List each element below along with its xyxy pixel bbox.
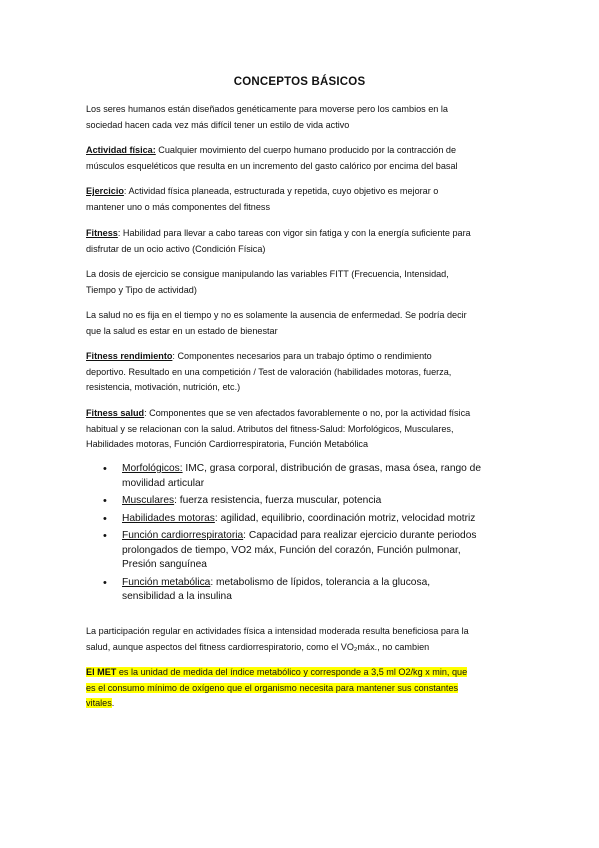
definition-term: Fitness rendimiento [86, 351, 173, 361]
text-line [86, 681, 526, 697]
sentence-period: . [111, 698, 115, 708]
bullet-icon: • [103, 512, 107, 525]
fitt-paragraph [86, 267, 516, 298]
fitness-salud-attributes-list [102, 462, 522, 605]
definition-text: : Actividad física planeada, estructurada y repetida, cuyo objetivo es mejorar o [123, 186, 439, 196]
intro-paragraph [86, 102, 516, 133]
list-text: : fuerza resistencia, fuerza muscular, potencia [174, 495, 382, 506]
text-line: sensibilidad a la insulina [122, 591, 232, 602]
text-line [122, 512, 522, 527]
bullet-icon: • [103, 576, 107, 589]
list-text: : metabolismo de lípidos, tolerancia a la glucosa, [210, 576, 431, 588]
list-item [102, 512, 522, 527]
text-line [86, 696, 526, 712]
definition-text: : Componentes que se ven afectados favorablemente o no, por la actividad física [144, 408, 471, 418]
list-term: Habilidades motoras [122, 512, 215, 524]
text-line [122, 576, 522, 591]
list-item [102, 462, 522, 491]
definition-text: Cualquier movimiento del cuerpo humano producido por la contracción de [155, 145, 457, 155]
met-term: El MET [86, 667, 117, 677]
definition-term: Fitness salud [86, 408, 145, 418]
highlighted-text: es el consumo mínimo de oxígeno que el organismo necesita para mantener sus constantes [86, 682, 459, 693]
text-line: mantener uno o más componentes del fitness [86, 201, 271, 212]
text-line: músculos esqueléticos que resulta en un incremento del gasto calórico por encima del basal [86, 160, 458, 171]
list-term: Función metabólica [122, 576, 211, 588]
bullet-icon: • [103, 530, 107, 542]
highlighted-text: vitales [86, 698, 112, 708]
text-line [122, 462, 522, 477]
list-term: Función cardiorrespiratoria [122, 530, 244, 541]
met-highlighted-paragraph [86, 665, 526, 712]
text-line: Presión sanguínea [122, 559, 207, 570]
text-line: La participación regular en actividades física a intensidad moderada resulta beneficiosa para la [86, 626, 469, 636]
met-text: es la unidad de medida del índice metabólico y corresponde a 3,5 ml O2/kg x min, que [116, 667, 468, 677]
bullet-icon: • [103, 463, 107, 475]
text-line [86, 184, 516, 200]
text-line: habitual y se relacionan con la salud. Atributos del fitness-Salud: Morfológicos, Musculares, [86, 423, 454, 434]
definition-text: : Componentes necesarios para un trabajo óptimo o rendimiento [172, 351, 432, 361]
text-line [86, 226, 516, 242]
text-line [86, 349, 516, 365]
text-line [86, 665, 526, 681]
text-line: deportivo. Resultado en una competición / Test de valoración (habilidades motoras, fuerza, [86, 366, 452, 377]
text-line [122, 494, 522, 509]
definition-term: Actividad física: [86, 145, 156, 155]
participacion-paragraph [86, 624, 526, 655]
definition-term: Fitness [86, 228, 118, 238]
text-line: disfrutar de un ocio activo (Condición Física) [86, 243, 266, 254]
text-line [86, 406, 516, 422]
text-line: Habilidades motoras, Función Cardiorrespiratoria, Función Metabólica [86, 439, 369, 449]
text-line: resistencia, motivación, nutrición, etc.) [86, 382, 241, 392]
highlighted-text [86, 667, 467, 677]
text-line: movilidad articular [122, 477, 205, 489]
definition-term: Ejercicio [86, 186, 124, 196]
page-title: CONCEPTOS BÁSICOS [233, 76, 366, 88]
text-line: sociedad hacen cada vez más difícil tener un estilo de vida activo [86, 119, 350, 130]
list-item [102, 494, 522, 509]
list-term: Musculares [122, 495, 175, 506]
text-line: La dosis de ejercicio se consigue manipulando las variables FITT (Frecuencia, Intensidad, [86, 269, 449, 279]
salud-paragraph [86, 308, 516, 339]
bullet-icon: • [103, 495, 107, 507]
text-line [86, 143, 516, 159]
text-line: prolongados de tiempo, VO2 máx, Función del corazón, Función pulmonar, [122, 544, 461, 556]
list-term: Morfológicos: [122, 463, 183, 474]
definition-text: : Habilidad para llevar a cabo tareas con vigor sin fatiga y con la energía suficiente para [117, 228, 471, 238]
fitness-definition [86, 226, 516, 257]
text-line: Tiempo y Tipo de actividad) [86, 284, 197, 295]
text-line: La salud no es fija en el tiempo y no es solamente la ausencia de enfermedad. Se podría decir [86, 310, 467, 320]
text-line: que la salud es estar en un estado de bienestar [86, 325, 278, 336]
ejercicio-definition [86, 184, 516, 215]
actividad-fisica-definition [86, 143, 516, 174]
list-text: : Capacidad para realizar ejercicio durante periodos [243, 530, 477, 541]
text-line: Los seres humanos están diseñados genéticamente para moverse pero los cambios en la [86, 104, 448, 114]
fitness-salud-definition [86, 406, 516, 453]
text-line [122, 529, 522, 544]
list-text: IMC, grasa corporal, distribución de grasas, masa ósea, rango de [182, 463, 482, 474]
text-line: salud, aunque aspectos del fitness cardiorrespiratorio, como el VO₂máx., no cambien [86, 641, 430, 652]
list-item [102, 576, 522, 605]
list-text: : agilidad, equilibrio, coordinación motriz, velocidad motriz [214, 512, 476, 524]
list-item [102, 529, 522, 573]
fitness-rendimiento-definition [86, 349, 516, 396]
